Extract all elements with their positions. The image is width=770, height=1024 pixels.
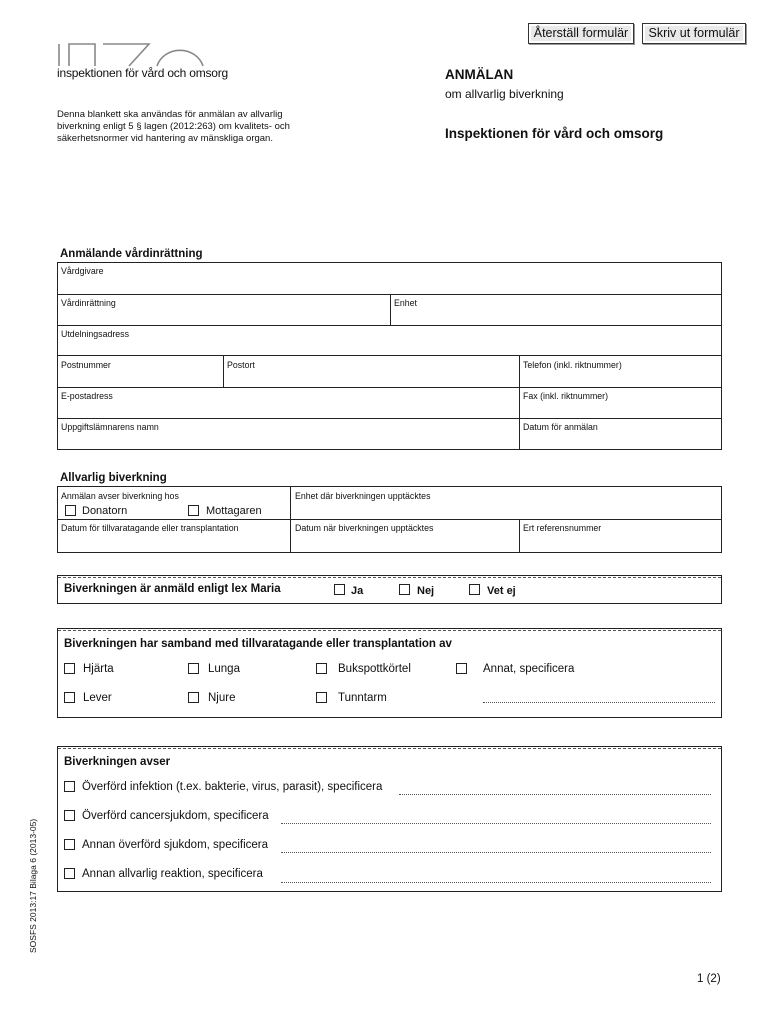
field-datum-tillvaratagande[interactable]: Datum för tillvaratagande eller transplantation (61, 523, 239, 533)
field-vardinrattning[interactable]: Vårdinrättning (61, 298, 116, 308)
field-postort[interactable]: Postort (227, 360, 255, 370)
page-subtitle: om allvarlig biverkning (445, 87, 564, 101)
divider (390, 294, 391, 325)
label-hjarta: Hjärta (83, 663, 114, 675)
field-postnummer[interactable]: Postnummer (61, 360, 111, 370)
checkbox-lex-maria-nej[interactable] (399, 584, 410, 595)
field-telefon[interactable]: Telefon (inkl. riktnummer) (523, 360, 622, 370)
intro-text: Denna blankett ska användas för anmälan av allvarlig biverkning enligt 5 § lagen (2012:263) om kvalitets- och säkerhetsnormer vid hantering av mänskliga organ. (57, 109, 290, 145)
label-annan-sjukdom: Annan överförd sjukdom, specificera (82, 839, 269, 851)
label-lunga: Lunga (208, 663, 240, 675)
divider (57, 387, 722, 388)
checkbox-njure[interactable] (188, 692, 199, 703)
checkbox-lunga[interactable] (188, 663, 199, 674)
divider (58, 577, 721, 578)
checkbox-tunntarm[interactable] (316, 692, 327, 703)
label-lever: Lever (83, 692, 112, 704)
label-bukspottkortel: Bukspottkörtel (338, 663, 411, 675)
divider (58, 748, 721, 749)
label-donatorn: Donatorn (82, 505, 128, 517)
organization-name: Inspektionen för vård och omsorg (445, 126, 664, 141)
field-uppgiftslamnare[interactable]: Uppgiftslämnarens namn (61, 422, 159, 432)
field-epost[interactable]: E-postadress (61, 391, 113, 401)
print-form-button[interactable]: Skriv ut formulär (642, 23, 746, 44)
label-annat: Annat, specificera (483, 663, 575, 675)
organ-heading: Biverkningen har samband med tillvaratagande eller transplantation av (64, 638, 452, 650)
section-heading-reporting-unit: Anmälande vårdinrättning (60, 248, 203, 260)
divider (519, 355, 520, 450)
page-title: ANMÄLAN (445, 67, 514, 82)
checkbox-bukspottkortel[interactable] (316, 663, 327, 674)
checkbox-hjarta[interactable] (64, 663, 75, 674)
field-enhet-upptackt[interactable]: Enhet där biverkningen upptäcktes (295, 491, 431, 501)
label-nej: Nej (417, 585, 435, 597)
field-vardgivare[interactable]: Vårdgivare (61, 266, 104, 276)
field-datum-upptackt[interactable]: Datum när biverkningen upptäcktes (295, 523, 434, 533)
label-avser-biverkning: Anmälan avser biverkning hos (61, 491, 179, 501)
divider (57, 418, 722, 419)
reaction-type-heading: Biverkningen avser (64, 756, 171, 768)
label-njure: Njure (208, 692, 236, 704)
checkbox-lever[interactable] (64, 692, 75, 703)
label-annan-reaktion: Annan allvarlig reaktion, specificera (82, 868, 263, 880)
label-overford-infektion: Överförd infektion (t.ex. bakterie, virus, parasit), specificera (82, 781, 383, 793)
annat-specify-field[interactable] (483, 702, 715, 703)
reset-form-button[interactable]: Återställ formulär (528, 23, 634, 44)
section-heading-adverse-reaction: Allvarlig biverkning (60, 472, 167, 484)
divider (57, 325, 722, 326)
infektion-specify-field[interactable] (399, 794, 711, 795)
field-referensnummer[interactable]: Ert referensnummer (523, 523, 602, 533)
field-utdelningsadress[interactable]: Utdelningsadress (61, 329, 129, 339)
divider (58, 630, 721, 631)
label-ja: Ja (351, 585, 364, 597)
field-enhet[interactable]: Enhet (394, 298, 417, 308)
checkbox-mottagaren[interactable] (188, 505, 199, 516)
checkbox-overford-infektion[interactable] (64, 781, 75, 792)
checkbox-annan-sjukdom[interactable] (64, 839, 75, 850)
page-number: 1 (2) (697, 973, 721, 985)
checkbox-overford-cancer[interactable] (64, 810, 75, 821)
divider (57, 355, 722, 356)
checkbox-lex-maria-ja[interactable] (334, 584, 345, 595)
reaktion-specify-field[interactable] (281, 882, 711, 883)
checkbox-annan-reaktion[interactable] (64, 868, 75, 879)
label-tunntarm: Tunntarm (338, 692, 387, 704)
field-fax[interactable]: Fax (inkl. riktnummer) (523, 391, 609, 401)
divider (223, 355, 224, 387)
label-vet-ej: Vet ej (487, 585, 516, 597)
divider (290, 486, 291, 553)
checkbox-annat[interactable] (456, 663, 467, 674)
logo-text: inspektionen för vård och omsorg (57, 66, 229, 80)
sjukdom-specify-field[interactable] (281, 852, 711, 853)
divider (57, 519, 722, 520)
lex-maria-question: Biverkningen är anmäld enligt lex Maria (64, 583, 281, 595)
divider (519, 519, 520, 553)
ivo-logo-icon (57, 42, 207, 68)
checkbox-donatorn[interactable] (65, 505, 76, 516)
label-mottagaren: Mottagaren (206, 505, 262, 517)
field-datum-anmalan[interactable]: Datum för anmälan (523, 422, 598, 432)
label-overford-cancer: Överförd cancersjukdom, specificera (82, 810, 269, 822)
form-reference: SOSFS 2013:17 Bilaga 6 (2013-05) (28, 818, 38, 953)
checkbox-lex-maria-vet-ej[interactable] (469, 584, 480, 595)
cancer-specify-field[interactable] (281, 823, 711, 824)
